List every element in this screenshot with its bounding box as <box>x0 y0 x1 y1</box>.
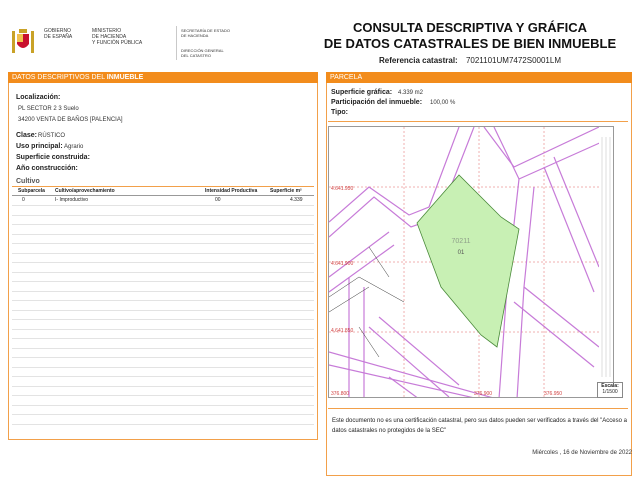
table-row-line <box>12 405 314 406</box>
table-row-line <box>12 224 314 225</box>
cell-superficie: 4.339 <box>290 197 303 203</box>
anio-label: Año construcción: <box>16 165 78 172</box>
uso-label: Uso principal: <box>16 143 63 150</box>
bar-parcela-label: PARCELA <box>330 74 363 81</box>
parcel-sub: 01 <box>457 250 465 256</box>
coat-of-arms-logo <box>8 28 38 56</box>
table-row-line <box>12 262 314 263</box>
parcel-number: 70211 <box>451 238 471 245</box>
cultivo-divider <box>12 186 314 187</box>
page-title: CONSULTA DESCRIPTIVA Y GRÁFICA DE DATOS CATASTRALES DE BIEN INMUEBLE <box>323 20 617 51</box>
direccion-label: DIRECCIÓN GENERAL DEL CATASTRO <box>181 48 224 58</box>
cultivo-label: Cultivo <box>16 178 40 185</box>
coord-label-1: 4.641.950 <box>331 186 354 192</box>
section-bar-parcela <box>326 72 632 83</box>
coord-bottom-2: 376.900 <box>474 391 493 397</box>
bar-prefix: DATOS DESCRIPTIVOS DEL <box>12 74 107 81</box>
table-row-line <box>12 272 314 273</box>
secretaria-label: SECRETARÍA DE ESTADO DE HACIENDA <box>181 28 230 38</box>
uso-value: Agrario <box>64 144 84 150</box>
col-cultivo: Cultivo/aprovechamiento <box>55 188 115 194</box>
superficie-label: Superficie construida: <box>16 154 90 161</box>
clase-label: Clase: <box>16 132 38 139</box>
cell-subparcela: 0 <box>22 197 25 203</box>
tipo-label: Tipo: <box>331 109 348 116</box>
table-row-line <box>12 319 314 320</box>
parcela-divider <box>328 121 628 122</box>
table-row-line <box>12 367 314 368</box>
table-row-line <box>12 386 314 387</box>
table-header-line <box>12 195 314 196</box>
referencia-catastral <box>300 56 640 65</box>
government-label: GOBIERNO DE ESPAÑA <box>44 28 73 40</box>
bar-bold: INMUEBLE <box>106 74 144 81</box>
cell-intensidad: 00 <box>215 197 221 203</box>
col-intensidad: Intensidad Productiva <box>205 188 258 194</box>
table-row-line <box>12 300 314 301</box>
table-row-line <box>12 234 314 235</box>
table-row-line <box>12 424 314 425</box>
footer-date: Miércoles , 16 de Noviembre de 2022 <box>532 450 632 456</box>
col-subparcela: Subparcela <box>18 188 45 194</box>
ministry-label: MINISTERIO DE HACIENDA Y FUNCIÓN PÚBLICA <box>92 28 143 46</box>
sup-grafica-label: Superficie gráfica: <box>331 89 393 96</box>
coord-label-3: 4.641.850 <box>331 328 354 334</box>
coord-bottom-3: 376.950 <box>544 391 563 397</box>
ref-value: 7021101UM7472S0001LM <box>465 56 561 65</box>
clase-value: RÚSTICO <box>38 133 65 139</box>
participacion-label: Participación del inmueble: <box>331 99 423 106</box>
coord-bottom-1: 376.800 <box>331 391 350 397</box>
address-line2: 34200 VENTA DE BAÑOS [PALENCIA] <box>18 117 123 123</box>
table-row-line <box>12 291 314 292</box>
disclaimer-note: Este documento no es una certificación catastral, pero sus datos pueden ser verificados a través del "Acceso a datos catastrales no protegidos de la SEC" <box>332 418 627 434</box>
table-row-line <box>12 281 314 282</box>
table-row-line <box>12 357 314 358</box>
table-row-line <box>12 205 314 206</box>
scale-label: Escala: <box>601 383 619 389</box>
address-line1: PL SECTOR 2 3 Suelo <box>18 106 79 112</box>
coord-label-2: 4.641.900 <box>331 261 354 267</box>
scale-value: 1/1500 <box>602 389 618 395</box>
sup-grafica-value: 4.339 m2 <box>398 90 424 96</box>
table-row-line <box>12 395 314 396</box>
cadastral-map[interactable] <box>328 126 614 398</box>
cell-cultivo: I- Improductivo <box>55 197 89 203</box>
col-superficie: Superficie m² <box>270 188 302 194</box>
header-divider <box>176 26 177 60</box>
note-divider <box>328 408 628 409</box>
table-row-line <box>12 338 314 339</box>
table-row-line <box>12 414 314 415</box>
table-row-line <box>12 243 314 244</box>
table-row-line <box>12 376 314 377</box>
participacion-value: 100,00 % <box>430 100 456 106</box>
table-row-line <box>12 310 314 311</box>
table-row-line <box>12 253 314 254</box>
section-bar-datos <box>8 72 318 83</box>
ref-label: Referencia catastral: <box>379 56 458 65</box>
map-scale <box>597 382 623 398</box>
localizacion-label: Localización: <box>16 94 61 101</box>
table-row-line <box>12 215 314 216</box>
table-row-line <box>12 329 314 330</box>
table-row-line <box>12 348 314 349</box>
